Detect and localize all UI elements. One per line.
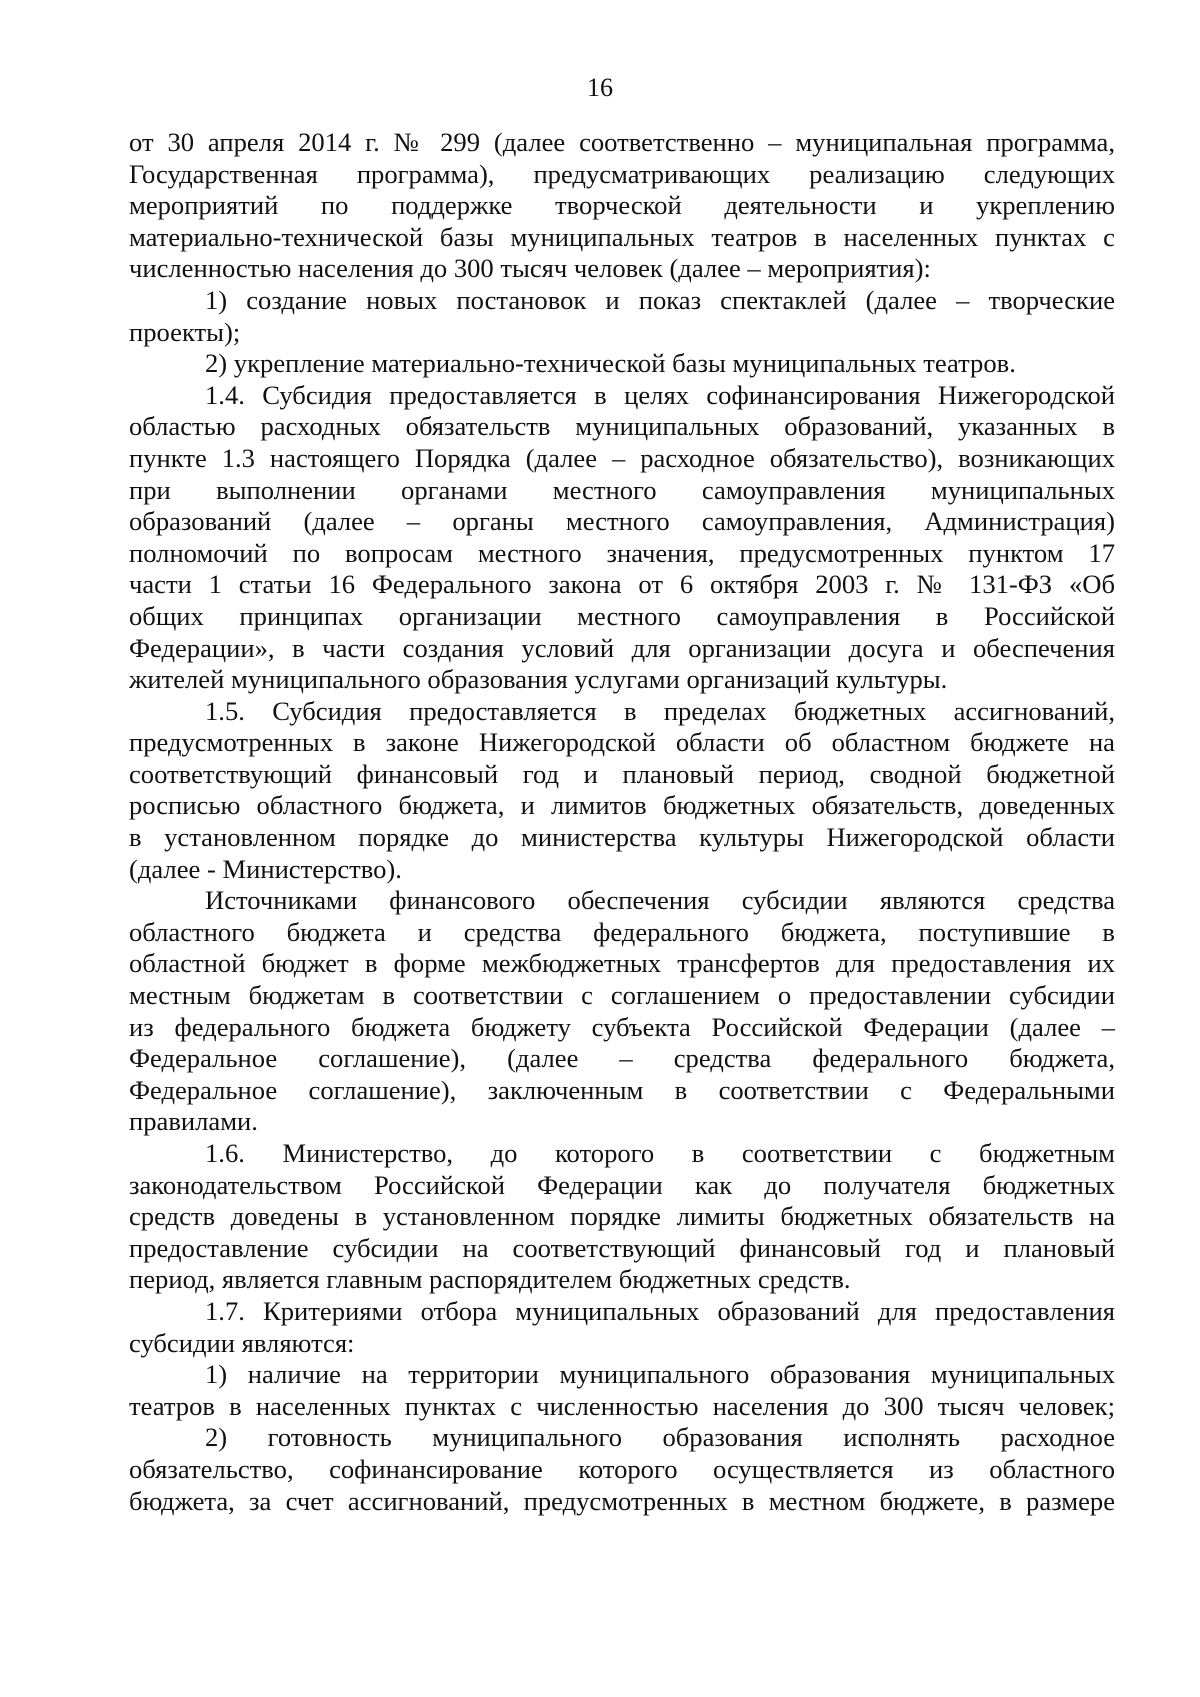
text-line: материально-технической базы муниципальных театров в населенных пунктах с [129, 221, 1115, 252]
text-line: проекты); [129, 316, 241, 347]
text-line: 1.6. Министерство, до которого в соответствии с бюджетным [205, 1138, 1115, 1168]
text-line: 1.5. Субсидия предоставляется в пределах бюджетных ассигнований, [205, 695, 1115, 726]
text-line: 1.7. Критериями отбора муниципальных образований для предоставления [205, 1295, 1115, 1326]
text-line: областного бюджета и средства федерального бюджета, поступившие в [129, 916, 1115, 947]
text-line: Государственная программа), предусматривающих реализацию следующих [129, 158, 1115, 189]
text-line: 2) готовность муниципального образования исполнять расходное [205, 1422, 1115, 1453]
text-line: части 1 статьи 16 Федерального закона от 6 октября 2003 г. № 131-ФЗ «Об [129, 569, 1115, 600]
text-line: областной бюджет в форме межбюджетных трансфертов для предоставления их [129, 948, 1115, 979]
text-line: пункте 1.3 настоящего Порядка (далее – расходное обязательство), возникающих [129, 442, 1115, 473]
text-line: 2) укрепление материально-технической базы муниципальных театров. [205, 348, 1016, 379]
text-line: 1) создание новых постановок и показ спектаклей (далее – творческие [205, 284, 1115, 315]
page-number: 16 [587, 73, 613, 102]
text-line: Источниками финансового обеспечения субсидии являются средства [205, 885, 1115, 916]
text-line: 1) наличие на территории муниципального образования муниципальных [205, 1359, 1115, 1390]
text-line: от 30 апреля 2014 г. № 299 (далее соответственно – муниципальная программа, [129, 127, 1115, 157]
document-body [129, 127, 1115, 1517]
text-line: предоставление субсидии на соответствующий финансовый год и плановый [129, 1232, 1115, 1263]
text-line: Федеральное соглашение), заключенным в соответствии с Федеральными [129, 1074, 1115, 1105]
text-line: (далее - Министерство). [129, 853, 402, 884]
text-line: 1.4. Субсидия предоставляется в целях софинансирования Нижегородской [205, 379, 1115, 410]
text-line: предусмотренных в законе Нижегородской области об областном бюджете на [129, 727, 1115, 758]
text-line: обязательство, софинансирование которого осуществляется из областного [129, 1453, 1115, 1484]
text-line: полномочий по вопросам местного значения, предусмотренных пунктом 17 [129, 537, 1115, 568]
text-line: при выполнении органами местного самоуправления муниципальных [129, 474, 1115, 505]
text-line: Федеральное соглашение), (далее – средства федерального бюджета, [129, 1043, 1115, 1074]
text-line: законодательством Российской Федерации как до получателя бюджетных [129, 1169, 1115, 1200]
text-line: средств доведены в установленном порядке лимиты бюджетных обязательств на [129, 1201, 1115, 1232]
text-line: образований (далее – органы местного самоуправления, Администрация) [129, 506, 1115, 537]
text-line: из федерального бюджета бюджету субъекта Российской Федерации (далее – [129, 1011, 1115, 1042]
text-line: мероприятий по поддержке творческой деятельности и укреплению [129, 190, 1115, 221]
text-line: театров в населенных пунктах с численностью населения до 300 тысяч человек; [129, 1390, 1115, 1421]
text-line: общих принципах организации местного самоуправления в Российской [129, 600, 1115, 631]
text-line: соответствующий финансовый год и плановый период, сводной бюджетной [129, 758, 1115, 789]
text-line: численностью населения до 300 тысяч человек (далее – мероприятия): [129, 253, 931, 284]
text-line: областью расходных обязательств муниципальных образований, указанных в [129, 411, 1115, 442]
text-line: правилами. [129, 1106, 258, 1137]
text-line: субсидии являются: [129, 1327, 355, 1358]
text-line: бюджета, за счет ассигнований, предусмотренных в местном бюджете, в размере [129, 1485, 1115, 1516]
text-line: в установленном порядке до министерства культуры Нижегородской области [129, 822, 1115, 853]
text-line: росписью областного бюджета, и лимитов бюджетных обязательств, доведенных [129, 790, 1115, 821]
text-line: Федерации», в части создания условий для организации досуга и обеспечения [129, 632, 1115, 663]
text-line: местным бюджетам в соответствии с соглашением о предоставлении субсидии [129, 980, 1115, 1011]
text-line: жителей муниципального образования услугами организаций культуры. [129, 664, 948, 695]
text-line: период, является главным распорядителем бюджетных средств. [129, 1264, 851, 1295]
